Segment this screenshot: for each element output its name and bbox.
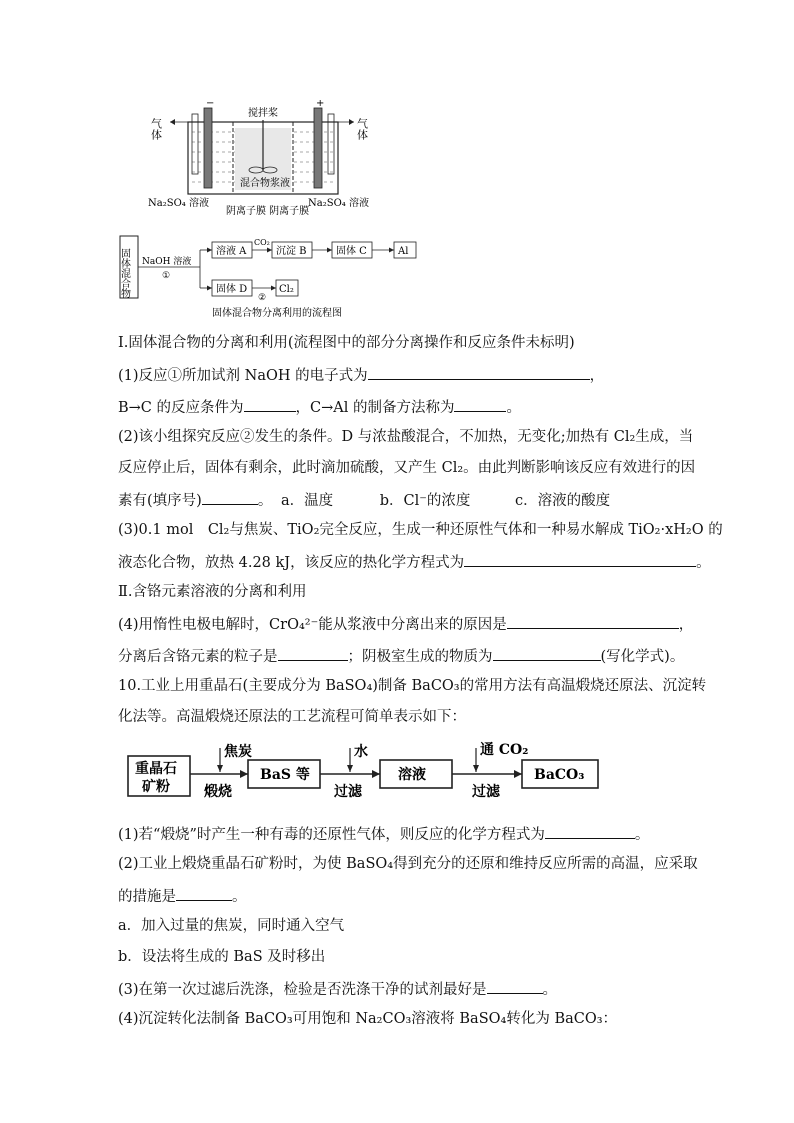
question-4a-end: ， [678,617,694,633]
question-1b-end: 。 [506,400,521,416]
answer-blank-3[interactable] [454,396,506,412]
right-gas-tube [328,114,334,174]
question-2-line-1: (2)该小组探究反应②发生的条件。D 与浓盐酸混合，不加热，无变化;加热有 Cl₂生成，当 [118,429,694,445]
question-2-line-3 [118,489,610,511]
minus-sign: − [206,100,215,109]
co2-flow-label: 通 CO₂ [480,742,529,758]
answer-blank-2[interactable] [244,396,296,412]
question-1-line-2 [118,396,521,418]
ore-label-2: 矿粉 [142,779,170,795]
question-1-text: (1)反应①所加试剂 NaOH 的电子式为 [118,368,368,384]
step1-label: ① [162,271,171,281]
question-10-line-2: 化法等。高温煅烧还原法的工艺流程可简单表示如下： [118,709,466,725]
question-1b-text-2: ，C→Al 的制备方法称为 [295,400,455,416]
section-2-heading: Ⅱ.含铬元素溶液的分离和利用 [118,584,307,600]
question-4-line-2 [118,645,684,667]
left-gas-tube [192,114,198,174]
part-1-end: 。 [634,827,650,843]
answer-blank-8[interactable] [493,645,601,661]
part-3-text: (3)在第一次过滤后洗涤，检验是否洗涤干净的试剂最好是 [118,982,487,998]
part-2-option-a: a．加入过量的焦炭，同时通入空气 [118,918,345,934]
question-3b-end: 。 [696,555,711,571]
question-4-line-1 [118,613,693,635]
solution-label: 溶液 [398,767,426,783]
question-3-line-1: (3)0.1 mol Cl₂与焦炭、TiO₂完全反应，生成一种还原性气体和一种易水解成 TiO₂·xH₂O 的 [118,522,723,538]
question-4b-end: (写化学式)。 [600,649,685,665]
left-electrode [204,108,212,188]
option-a: a．温度 [280,493,334,509]
question-1b-text: B→C 的反应条件为 [118,400,244,416]
plus-sign: + [316,100,325,109]
part-2-option-b: b．设法将生成的 BaS 及时移出 [118,949,326,965]
option-b: b．Cl⁻的浓度 [379,493,471,509]
part-4-line: (4)沉淀转化法制备 BaCO₃可用饱和 Na₂CO₃溶液将 BaSO₄转化为 BaCO₃： [118,1011,618,1027]
answer-blank-6[interactable] [507,613,679,629]
answer-blank-10[interactable] [176,885,232,901]
part-3-end: 。 [542,982,558,998]
question-2c-text: 素有(填序号) [118,493,202,509]
answer-blank-11[interactable] [487,978,543,994]
part-1-text: (1)若“煅烧”时产生一种有毒的还原性气体，则反应的化学方程式为 [118,827,545,843]
question-2c-end: 。 [257,493,273,509]
part-3-line [118,978,557,1000]
answer-blank-7[interactable] [278,645,348,661]
question-4b-text-2: ；阴极室生成的物质为 [347,649,493,665]
co2-label: CO₂ [254,238,270,247]
question-3b-text: 液态化合物，放热 4.28 kJ，该反应的热化学方程式为 [118,555,465,571]
question-4b-text: 分离后含铬元素的粒子是 [118,649,278,665]
naoh-label: NaOH 溶液 [142,257,192,267]
part-2b-text: 的措施是 [118,889,176,905]
gas-left-label: 气体 [149,118,163,140]
stirrer-label: 搅拌桨 [248,108,278,119]
baco3-process-flowchart [126,740,612,802]
calcine-label: 煅烧 [204,784,232,800]
question-3-line-2 [118,551,711,573]
step2-label: ② [258,293,267,303]
bas-label: BaS 等 [260,767,310,783]
cl2-label: Cl₂ [279,284,294,295]
right-electrode [314,108,322,188]
question-2-line-2: 反应停止后，固体有剩余，此时滴加硫酸，又产生 Cl₂。由此判断影响该反应有效进行的因 [118,460,696,476]
filter2-label: 过滤 [472,784,500,800]
option-c: c．溶液的酸度 [514,493,611,509]
na2so4-left-label: Na₂SO₄ 溶液 [148,198,209,209]
electrolysis-cell-diagram [140,100,390,220]
question-1-line-1: (1)反应①所加试剂 NaOH 的电子式为 ， [118,364,604,386]
part-2-line-1: (2)工业上煅烧重晶石矿粉时，为使 BaSO₄得到充分的还原和维持反应所需的高温，应采取 [118,856,698,872]
solid-mix-label: 固体混合物 [118,248,130,298]
solid-c-label: 固体 C [336,246,367,257]
solid-separation-flowchart [118,234,428,320]
al-label: Al [398,246,409,257]
part-2b-end: 。 [232,889,247,905]
gas-right-label: 气体 [355,118,369,140]
solution-a-label: 溶液 A [216,246,247,257]
slurry-label: 混合物浆液 [240,178,290,189]
membrane-labels: 阴离子膜 阴离子膜 [226,206,310,217]
filter1-label: 过滤 [334,784,362,800]
section-1-heading: Ⅰ.固体混合物的分离和利用(流程图中的部分分离操作和反应条件未标明) [118,335,575,351]
answer-blank-4[interactable] [202,489,258,505]
part-1-line [118,823,649,845]
water-label: 水 [354,744,368,760]
na2so4-right-label: Na₂SO₄ 溶液 [308,198,369,209]
baco3-label: BaCO₃ [534,767,585,783]
question-10-line-1: 10.工业上用重晶石(主要成分为 BaSO₄)制备 BaCO₃的常用方法有高温煅烧还原法、沉淀转 [118,678,707,694]
answer-blank-1[interactable] [368,364,590,380]
precip-b-label: 沉淀 B [276,246,307,257]
flowchart-caption: 固体混合物分离利用的流程图 [212,308,342,319]
answer-blank-9[interactable] [545,823,635,839]
question-4a-text: (4)用惰性电极电解时，CrO₄²⁻能从浆液中分离出来的原因是 [118,617,507,633]
solid-d-label: 固体 D [216,284,248,295]
coke-label: 焦炭 [224,744,252,760]
part-2-line-2 [118,885,247,907]
answer-blank-5[interactable] [464,551,696,567]
ore-label: 重晶石 [135,761,177,777]
